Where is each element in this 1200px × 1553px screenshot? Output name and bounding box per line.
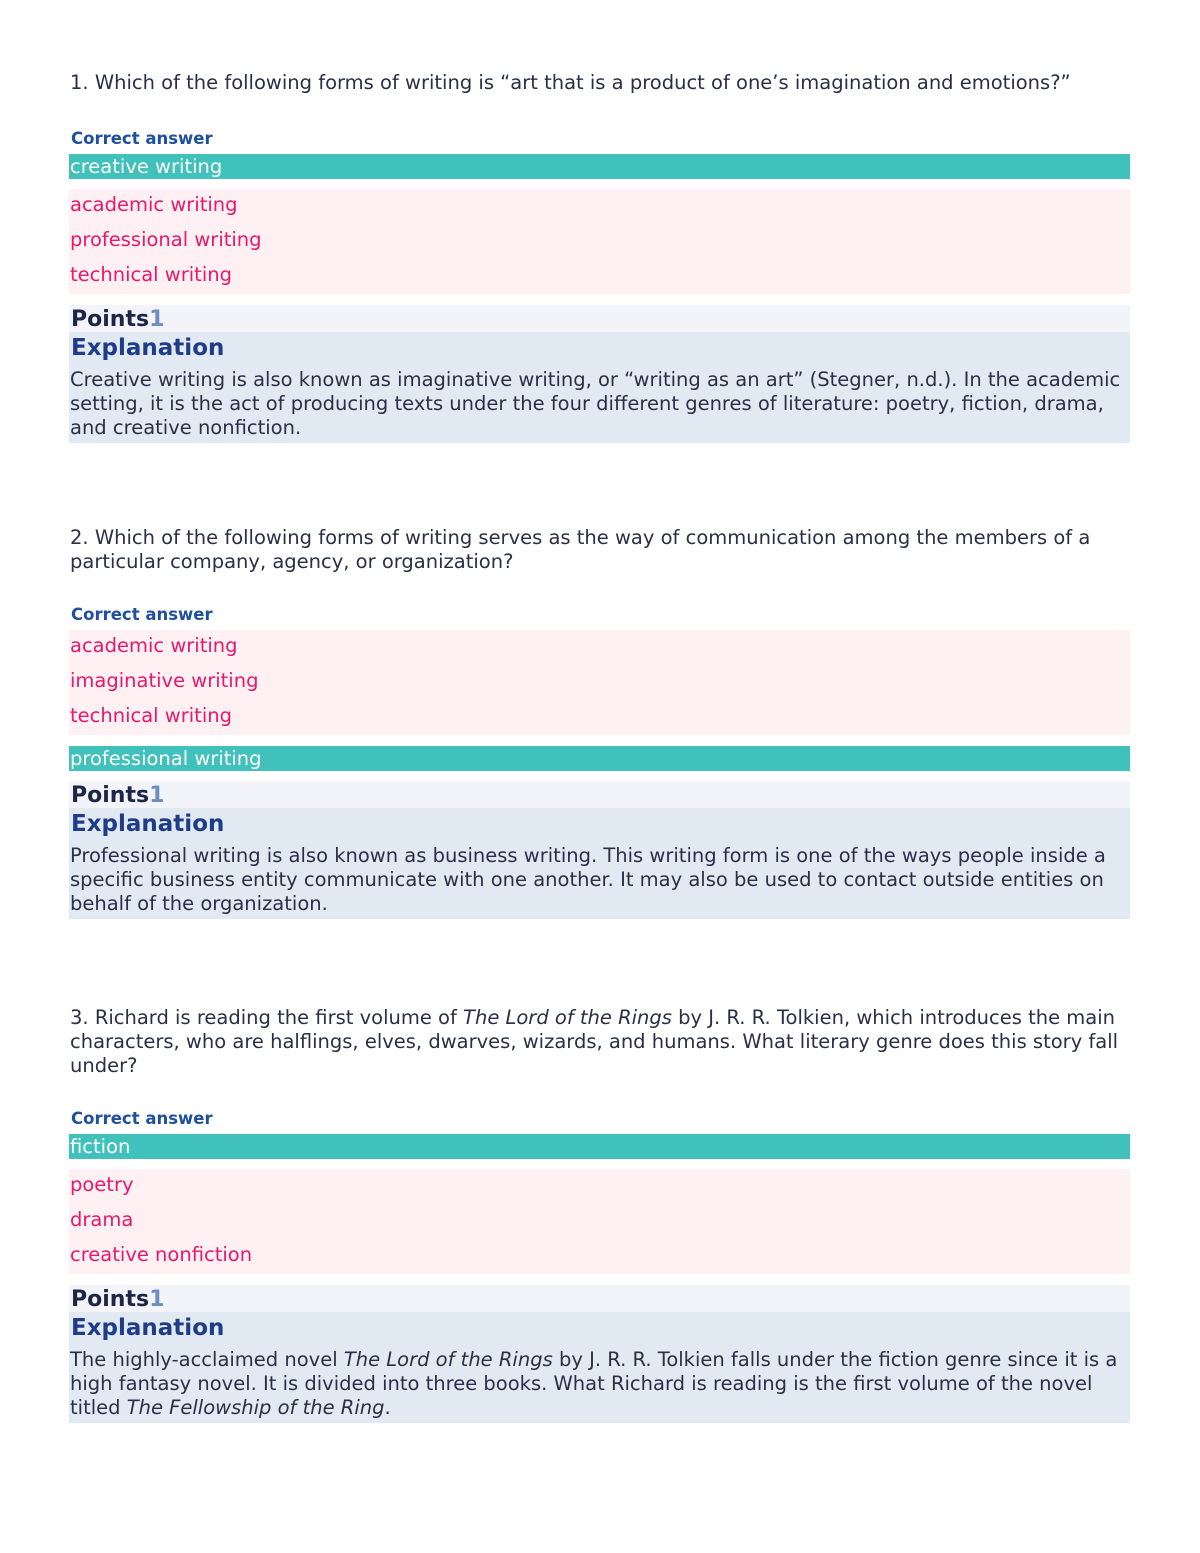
question-2 bbox=[69, 526, 1130, 919]
wrong-option: poetry bbox=[70, 1173, 134, 1196]
explanation-title: Explanation bbox=[71, 1315, 225, 1341]
explanation-text: The highly-acclaimed novel The Lord of the Rings by J. R. R. Tolkien falls under the fiction genre since it is a high fantasy novel. It is divided into three books. What Richard is reading is the first volume of the novel titled The Fellowship of the Ring. bbox=[70, 1348, 1118, 1419]
wrong-option: professional writing bbox=[70, 228, 262, 251]
answer-options bbox=[69, 154, 1130, 294]
explanation-title: Explanation bbox=[71, 335, 225, 361]
question-1 bbox=[69, 71, 1170, 443]
answer-options bbox=[69, 1134, 1130, 1274]
question-3 bbox=[69, 1006, 1130, 1423]
wrong-option: academic writing bbox=[70, 634, 238, 657]
explanation-title: Explanation bbox=[71, 811, 225, 837]
question-text: 2. Which of the following forms of writing serves as the way of communication among the members of a particular company, agency, or organization? bbox=[70, 526, 1091, 573]
wrong-option: imaginative writing bbox=[70, 669, 259, 692]
wrong-options bbox=[69, 630, 1130, 735]
wrong-option: technical writing bbox=[70, 704, 232, 727]
wrong-option: drama bbox=[70, 1208, 134, 1231]
points-value: 1 bbox=[149, 1287, 165, 1312]
question-text: 1. Which of the following forms of writing is “art that is a product of one’s imagination and emotions?” bbox=[70, 71, 1071, 94]
points-row: Points1 bbox=[69, 1285, 1130, 1312]
wrong-options bbox=[69, 1169, 1130, 1274]
points-value: 1 bbox=[149, 307, 165, 332]
answer-options bbox=[69, 630, 1130, 771]
points-row: Points1 bbox=[69, 781, 1130, 808]
explanation-box bbox=[69, 1312, 1130, 1423]
wrong-options bbox=[69, 189, 1130, 294]
correct-answer-label: Correct answer bbox=[71, 605, 213, 624]
explanation-text: Professional writing is also known as business writing. This writing form is one of the ways people inside a specific business entity communicate with one another. It may also be used to contact outside entities on behalf of the organization. bbox=[70, 844, 1106, 915]
wrong-option: creative nonfiction bbox=[70, 1243, 253, 1266]
explanation-text: Creative writing is also known as imaginative writing, or “writing as an art” (Stegner, n.d.). In the academic setting, it is the act of producing texts under the four different genres of literature: poetry, fiction, drama, and creative nonfiction. bbox=[70, 368, 1170, 439]
wrong-option: technical writing bbox=[70, 263, 232, 286]
book-title: The Lord of the Rings bbox=[463, 1006, 672, 1029]
correct-option: professional writing bbox=[69, 746, 1130, 771]
correct-option: creative writing bbox=[69, 154, 1130, 179]
correct-option: fiction bbox=[69, 1134, 1130, 1159]
points-value: 1 bbox=[149, 783, 165, 808]
book-title: The Lord of the Rings bbox=[343, 1348, 553, 1371]
book-title: The Fellowship of the Ring bbox=[126, 1396, 385, 1419]
correct-answer-label: Correct answer bbox=[71, 1109, 213, 1128]
points-row: Points1 bbox=[69, 305, 1130, 332]
correct-answer-label: Correct answer bbox=[71, 129, 213, 148]
question-text: 3. Richard is reading the first volume of The Lord of the Rings by J. R. R. Tolkien, which introduces the main characters, who are halflings, elves, dwarves, wizards, and humans. What literary genre does this story fall under? bbox=[70, 1006, 1119, 1077]
wrong-option: academic writing bbox=[70, 193, 238, 216]
explanation-box bbox=[69, 808, 1130, 919]
explanation-box bbox=[69, 332, 1170, 443]
